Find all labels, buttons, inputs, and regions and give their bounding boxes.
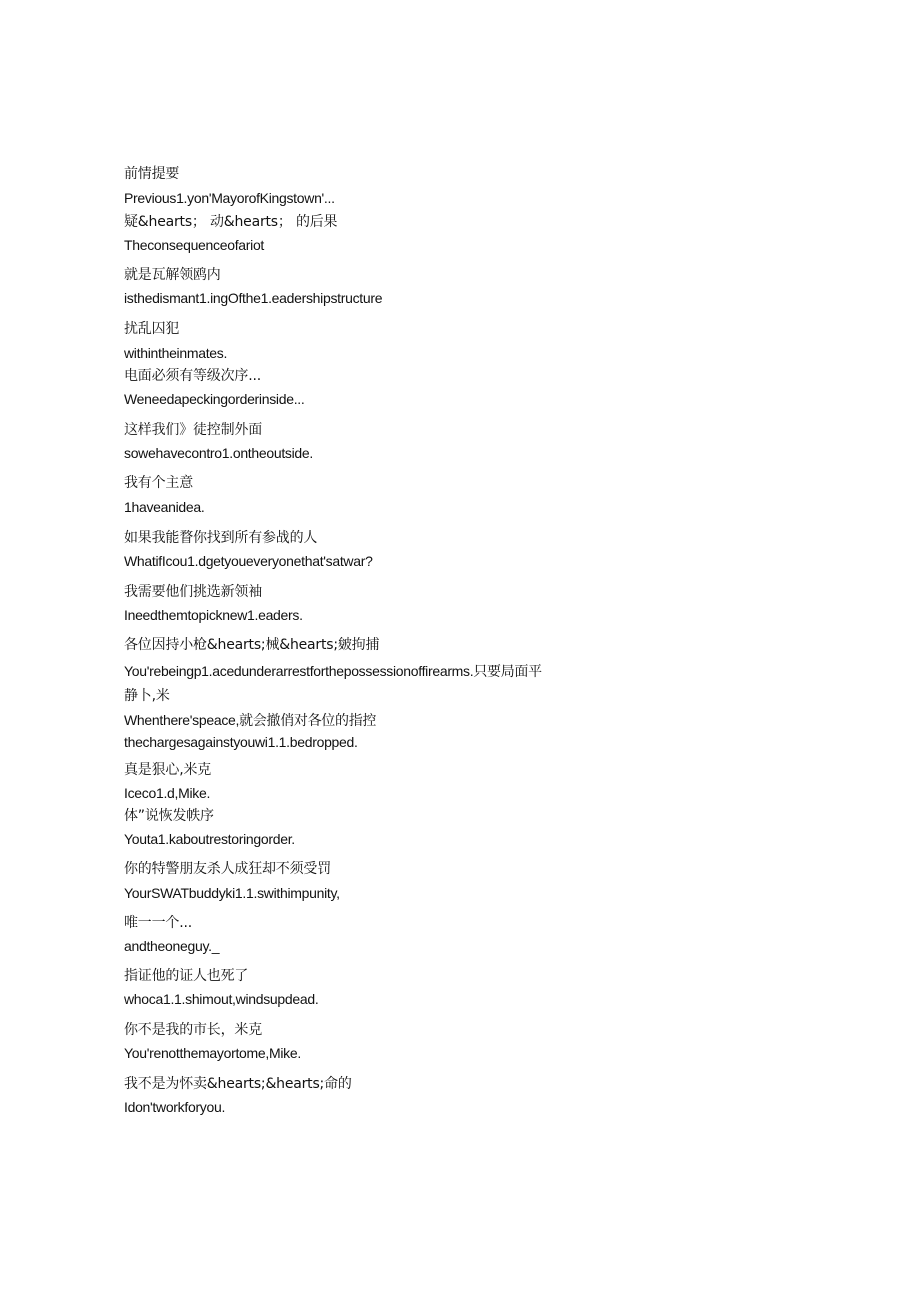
- subtitle-line-en: Weneedapeckingorderinside...: [124, 391, 305, 407]
- subtitle-line-en: You'renotthemayortome,Mike.: [124, 1045, 301, 1061]
- subtitle-line-zh: 就是瓦解领鸥内: [124, 267, 221, 283]
- subtitle-line-zh: 扰乱囚犯: [124, 321, 180, 337]
- subtitle-line-mixed: You'rebeingp1.acedunderarrestforthepossessionoffirearms.只要局面平: [124, 663, 542, 679]
- subtitle-line-en: isthedismant1.ingOfthe1.eadershipstructure: [124, 290, 383, 306]
- subtitle-line-en: thechargesagainstyouwi1.1.bedropped.: [124, 734, 358, 750]
- subtitle-line-zh: 你的特警朋友杀人成狂却不须受罚: [124, 861, 331, 877]
- subtitle-line-en: Previous1.yon'MayorofKingstown'...: [124, 190, 335, 206]
- subtitle-line-zh: 你不是我的市长，米克: [124, 1022, 262, 1038]
- subtitle-line-zh: 指证他的证人也死了: [124, 968, 249, 984]
- subtitle-line-zh: 我需要他们挑选新领袖: [124, 584, 262, 600]
- subtitle-line-zh: 电面必须有等级次序...: [124, 368, 261, 384]
- subtitle-line-en: sowehavecontro1.ontheoutside.: [124, 445, 313, 461]
- subtitle-line-zh: 前情提要: [124, 166, 180, 182]
- subtitle-line-en: 1haveanidea.: [124, 499, 205, 515]
- subtitle-line-en: withintheinmates.: [124, 345, 228, 361]
- subtitle-line-en: YourSWATbuddyki1.1.swithimpunity,: [124, 885, 340, 901]
- subtitle-line-zh: 静卜,米: [124, 688, 170, 704]
- subtitle-line-zh: 如果我能瞀你找到所有参战的人: [124, 530, 318, 546]
- subtitle-line-en: Idon'tworkforyou.: [124, 1099, 226, 1115]
- subtitle-line-zh: 各位因持小枪&hearts;械&hearts;皴拘捕: [124, 637, 380, 653]
- subtitle-line-zh: 唯一一个...: [124, 915, 192, 931]
- subtitle-line-zh: 体”说恢发帙序: [124, 808, 214, 824]
- subtitle-line-zh: 我有个主意: [124, 475, 193, 491]
- subtitle-line-en: andtheoneguy._: [124, 938, 220, 954]
- subtitle-line-en: whoca1.1.shimout,windsupdead.: [124, 991, 319, 1007]
- subtitle-line-zh: 我不是为怀卖&hearts;&hearts;命的: [124, 1076, 352, 1092]
- subtitle-line-zh: 真是狠心,米克: [124, 762, 212, 778]
- subtitle-line-en: Iceco1.d,Mike.: [124, 785, 211, 801]
- subtitle-line-en: WhatifIcou1.dgetyoueveryonethat'satwar?: [124, 553, 373, 569]
- subtitle-line-zh: 疑&hearts； 动&hearts； 的后果: [124, 214, 338, 230]
- subtitle-line-mixed: Whenthere'speace,就会撤俏对各位的指控: [124, 712, 377, 728]
- subtitle-line-en: Ineedthemtopicknew1.eaders.: [124, 607, 303, 623]
- subtitle-line-en: Theconsequenceofariot: [124, 237, 265, 253]
- subtitle-line-en: Youta1.kaboutrestoringorder.: [124, 831, 295, 847]
- subtitle-line-zh: 这样我们》徒控制外面: [124, 422, 262, 438]
